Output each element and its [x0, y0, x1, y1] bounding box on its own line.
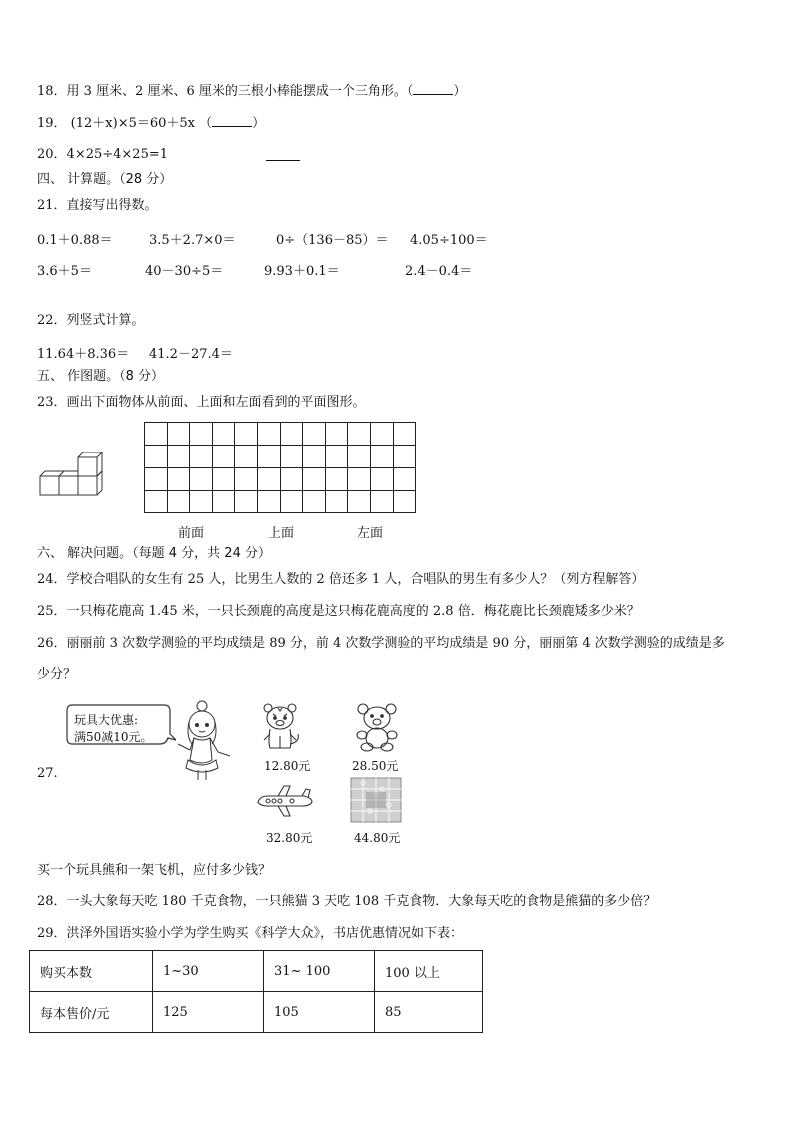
grid-cell[interactable]	[280, 490, 303, 513]
toy-plane-icon	[254, 784, 314, 820]
grid-cell[interactable]	[348, 490, 371, 513]
grid-cell[interactable]	[212, 423, 235, 446]
grid-cell[interactable]	[190, 445, 213, 468]
grid-cell[interactable]	[167, 490, 190, 513]
table-cell: 85	[375, 992, 483, 1033]
grid-cell[interactable]	[145, 490, 168, 513]
grid-cell[interactable]	[235, 490, 258, 513]
teddy-bear-icon	[354, 702, 400, 752]
bubble-line-1: 玩具大优惠:	[74, 713, 139, 727]
table-cell: 100 以上	[375, 951, 483, 992]
grid-cell[interactable]	[393, 423, 416, 446]
drawing-grid[interactable]	[144, 422, 416, 513]
grid-cell[interactable]	[212, 490, 235, 513]
grid-cell[interactable]	[257, 423, 280, 446]
plane-price: 32.80元	[266, 831, 313, 845]
grid-cell[interactable]	[325, 445, 348, 468]
table-cell: 31~ 100	[264, 951, 375, 992]
table-row	[30, 951, 483, 992]
grid-cell[interactable]	[325, 423, 348, 446]
calc-item: 4.05÷100＝	[410, 233, 488, 248]
calc-item: 3.6＋5＝	[37, 264, 92, 279]
grid-cell[interactable]	[325, 468, 348, 491]
grid-row	[145, 423, 416, 446]
question-26-line-1: 26．丽丽前 3 次数学测验的平均成绩是 89 分，前 4 次数学测验的平均成绩是 90 分，丽丽第 4 次数学测验的成绩是多	[37, 636, 725, 651]
grid-cell[interactable]	[235, 445, 258, 468]
section-6-title: 六、 解决问题。（每题 4 分，共 24 分）	[37, 546, 271, 561]
grid-cell[interactable]	[145, 468, 168, 491]
grid-cell[interactable]	[348, 445, 371, 468]
question-24: 24．学校合唱队的女生有 25 人，比男生人数的 2 倍还多 1 人，合唱队的男生有多少人？（列方程解答）	[37, 572, 645, 587]
cube-stack-figure	[38, 452, 104, 498]
grid-cell[interactable]	[303, 490, 326, 513]
tiger-price: 12.80元	[264, 759, 311, 773]
grid-cell[interactable]	[370, 490, 393, 513]
table-cell: 125	[153, 992, 264, 1033]
label-left: 左面	[357, 526, 384, 541]
grid-cell[interactable]	[393, 445, 416, 468]
grid-cell[interactable]	[167, 468, 190, 491]
grid-cell[interactable]	[257, 490, 280, 513]
grid-cell[interactable]	[145, 423, 168, 446]
tiger-toy-icon	[258, 702, 304, 752]
grid-cell[interactable]	[167, 445, 190, 468]
grid-cell[interactable]	[348, 423, 371, 446]
table-cell: 1~30	[153, 951, 264, 992]
section-5-title: 五、 作图题。（8 分）	[37, 369, 165, 384]
grid-cell[interactable]	[325, 490, 348, 513]
grid-cell[interactable]	[303, 468, 326, 491]
grid-cell[interactable]	[190, 423, 213, 446]
calc-item: 3.5＋2.7×0＝	[149, 233, 236, 248]
table-cell: 105	[264, 992, 375, 1033]
grid-cell[interactable]	[190, 490, 213, 513]
grid-cell[interactable]	[303, 423, 326, 446]
grid-cell[interactable]	[257, 445, 280, 468]
grid-cell[interactable]	[280, 445, 303, 468]
grid-cell[interactable]	[280, 423, 303, 446]
calc-item: 0.1＋0.88＝	[37, 233, 113, 248]
table-row	[30, 992, 483, 1033]
discount-table	[29, 950, 483, 1033]
calc-item: 40－30÷5＝	[145, 264, 224, 279]
grid-cell[interactable]	[257, 468, 280, 491]
grid-cell[interactable]	[348, 468, 371, 491]
grid-cell[interactable]	[303, 445, 326, 468]
question-22: 22．列竖式计算。	[37, 313, 145, 328]
question-21: 21．直接写出得数。	[37, 198, 158, 213]
bear-price: 28.50元	[352, 759, 399, 773]
table-cell: 每本售价/元	[30, 992, 153, 1033]
grid-cell[interactable]	[235, 468, 258, 491]
grid-row	[145, 490, 416, 513]
grid-cell[interactable]	[370, 468, 393, 491]
question-23: 23．画出下面物体从前面、上面和左面看到的平面图形。	[37, 395, 366, 410]
calc-item: 41.2－27.4＝	[149, 347, 233, 362]
calc-item: 2.4－0.4＝	[405, 264, 473, 279]
calc-item: 9.93＋0.1＝	[264, 264, 340, 279]
table-cell: 购买本数	[30, 951, 153, 992]
question-20: 20．4×25÷4×25=1	[37, 147, 169, 162]
question-26-line-2: 少分？	[37, 667, 77, 682]
calc-item: 0÷（136－85）＝	[276, 233, 389, 248]
question-29: 29．洪泽外国语实验小学为学生购买《科学大众》，书店优惠情况如下表：	[37, 926, 464, 941]
grid-cell[interactable]	[235, 423, 258, 446]
label-top: 上面	[268, 526, 295, 541]
grid-row	[145, 445, 416, 468]
answer-blank[interactable]	[413, 82, 453, 95]
grid-cell[interactable]	[212, 468, 235, 491]
grid-cell[interactable]	[145, 445, 168, 468]
question-25: 25．一只梅花鹿高 1.45 米，一只长颈鹿的高度是这只梅花鹿高度的 2.8 倍．梅花鹿比长颈鹿矮多少米？	[37, 604, 640, 619]
puzzle-price: 44.80元	[354, 831, 401, 845]
answer-blank[interactable]	[266, 148, 300, 161]
grid-cell[interactable]	[167, 423, 190, 446]
calc-item: 11.64＋8.36＝	[37, 347, 130, 362]
section-4-title: 四、 计算题。（28 分）	[37, 172, 173, 187]
grid-cell[interactable]	[212, 445, 235, 468]
grid-cell[interactable]	[280, 468, 303, 491]
grid-row	[145, 468, 416, 491]
girl-illustration	[172, 700, 234, 782]
grid-cell[interactable]	[370, 423, 393, 446]
question-27-text: 买一个玩具熊和一架飞机，应付多少钱？	[37, 863, 272, 878]
question-28: 28．一头大象每天吃 180 千克食物，一只熊猫 3 天吃 108 千克食物．大象每天吃的食物是熊猫的多少倍？	[37, 894, 657, 909]
grid-cell[interactable]	[393, 490, 416, 513]
label-front: 前面	[178, 526, 205, 541]
question-18: 18．用 3 厘米、2 厘米、6 厘米的三根小棒能摆成一个三角形。（ ）	[37, 84, 467, 99]
grid-cell[interactable]	[393, 468, 416, 491]
jigsaw-puzzle-icon	[350, 777, 402, 823]
grid-cell[interactable]	[370, 445, 393, 468]
answer-blank[interactable]	[212, 114, 252, 127]
bubble-line-2: 满50减10元。	[74, 730, 153, 744]
grid-cell[interactable]	[190, 468, 213, 491]
question-27-number: 27.	[37, 766, 58, 781]
question-19: 19． (12＋x)×5＝60＋5x （ ）	[37, 116, 266, 131]
